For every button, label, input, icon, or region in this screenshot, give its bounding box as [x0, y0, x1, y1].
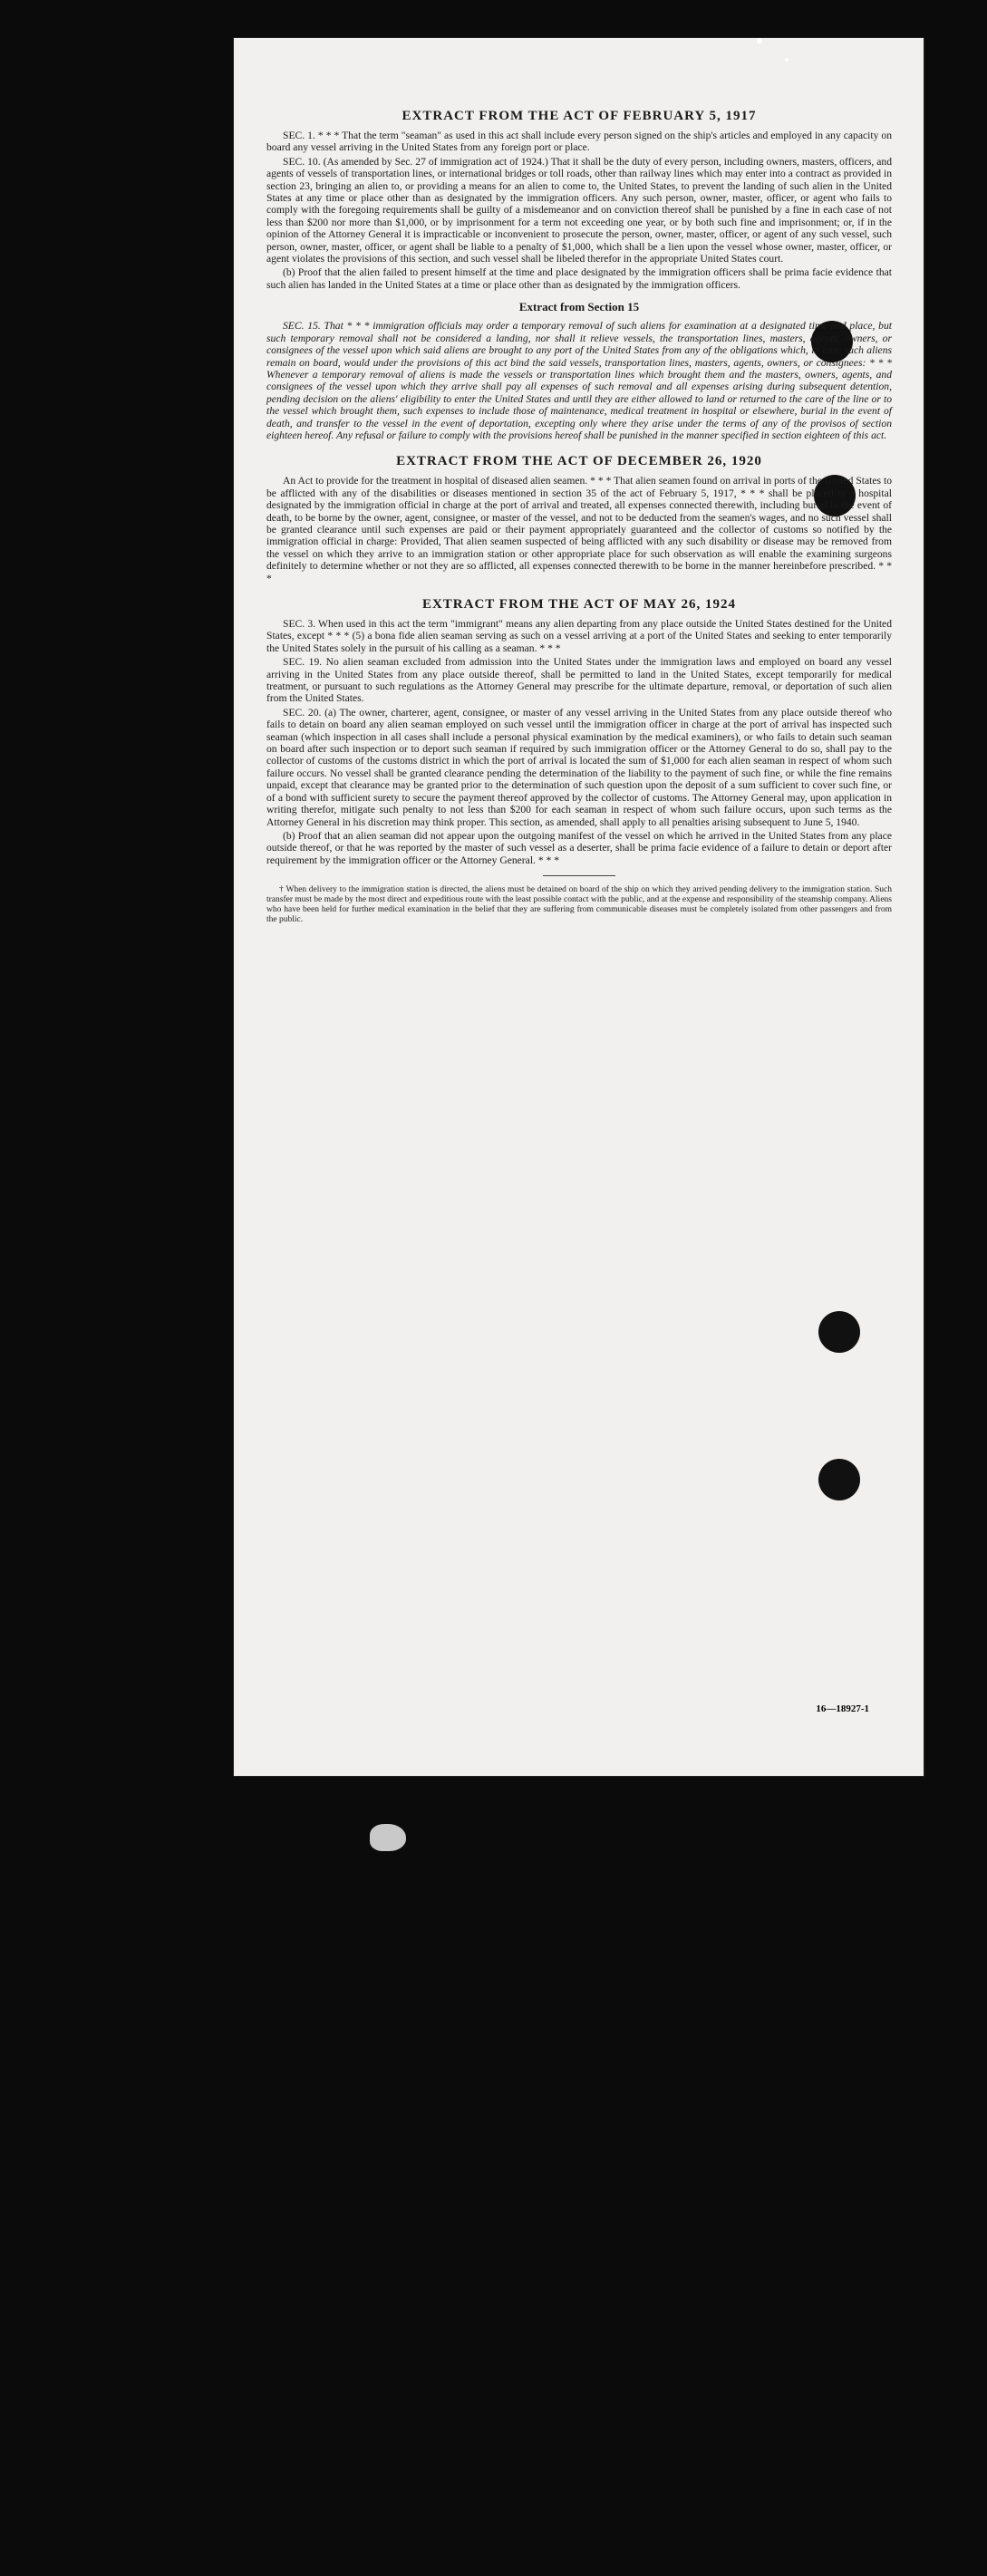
paragraph: SEC. 20. (a) The owner, charterer, agent, consignee, or master of any vessel arriving in the United States from any place outside thereof who fails to detain on board any alien seaman employed on such vessel until the immigration officer in charge at the port of arrival has inspected such seaman (which inspection in all cases shall include a personal physical examination by the medical examiners), or who fails to detain such seaman on board after such inspection or to deport such seaman if required by such immigration officer or the Attorney General to do so, shall pay to the collector of customs of the customs district in which the port of arrival is located the sum of $1,000 for each alien seaman in respect of whom such failure occurs. No vessel shall be granted clearance pending the determination of the liability to the payment of such fine, or while the fine remains unpaid, except that clearance may be granted prior to the determination of such question upon the deposit of a sum sufficient to cover such fine, or of a bond with sufficient surety to secure the payment thereof approved by the collector of customs. The Attorney General may, upon application in writing therefor, mitigate such penalty to not less than $200 for each seaman in respect of whom such failure occurs, upon such terms as the Attorney General in his discretion may think proper. This section, as amended, shall apply to all penalties arising subsequent to June 5, 1940. [266, 706, 892, 828]
stray-mark [370, 1824, 406, 1851]
paper-speck [757, 38, 762, 43]
footnote-rule [543, 875, 615, 876]
section-heading-1924: EXTRACT FROM THE ACT OF MAY 26, 1924 [421, 597, 737, 612]
subheading-section-15: Extract from Section 15 [518, 300, 640, 314]
paragraph: An Act to provide for the treatment in hospital of diseased alien seamen. * * * That alien seamen found on arrival in ports of the United States to be afflicted with any of the disabilities or diseases mentioned in section 35 of the act of February 5, 1917, * * * shall be placed in a hospital designated by the immigration official in charge at the port of arrival and treated, all expenses connected therewith, including burial in the event of death, to be borne by the owner, agent, consignee, or master of the vessel, and not to be deducted from the seamen's wages, and no such vessel shall be granted clearance until such expenses are paid or their payment appropriately guaranteed and the collector of customs so notified by the immigration official in charge: Provided, That alien seamen suspected of being afflicted with any such disability or disease may be removed from the vessel on which they arrive to an immigration station or other appropriate place for such observation as will enable the examining surgeons definitely to determine whether or not they are so afflicted, all expenses connected therewith to be borne in the manner hereinbefore prescribed. * * * [266, 475, 892, 584]
paragraph: (b) Proof that the alien failed to present himself at the time and place designated by the immigration officers shall be prima facie evidence that such alien has landed in the United States at a time or place other than as designated by the immigration officers. [266, 266, 892, 291]
punch-hole [818, 1459, 860, 1500]
paragraph: (b) Proof that an alien seaman did not appear upon the outgoing manifest of the vessel on which he arrived in the United States from any place outside thereof, or that he was reported by the master of such vessel as a deserter, shall be prima facie evidence of a failure to detain or deport after requirement by the immigration officer or the Attorney General. * * * [266, 829, 892, 866]
section-heading-1920: EXTRACT FROM THE ACT OF DECEMBER 26, 1920 [396, 454, 762, 469]
paragraph-section-15: SEC. 15. That * * * immigration officials may order a temporary removal of such aliens for examination at a designated time and place, but such temporary removal shall not be considered a landing, nor shall it relieve vessels, the transportation lines, masters, agents, owners, or consignees of the vessel upon which said aliens are brought to any port of the United States from any of the obligations which, in case such aliens remain on board, would under the provisions of this act bind the said vessels, transportation lines, masters, agents, owners, or consignees: * * * Whenever a temporary removal of aliens is made the vessels or transportation lines which brought them and the masters, owners, agents, and consignees of the vessel upon which they arrive shall pay all expenses of such removal and all expenses arising during subsequent detention, pending decision on the aliens' eligibility to enter the United States and until they are either allowed to land or returned to the care of the line or to the vessel which brought them, such expenses to include those of maintenance, medical treatment in hospital or elsewhere, burial in the event of death, and transfer to the vessel in the event of deportation, excepting only where they arise under the terms of any of the provisos of section eighteen hereof. Any refusal or failure to comply with the provisions hereof shall be punished in the manner specified in section eighteen of this act. [266, 320, 892, 441]
form-number: 16—18927-1 [816, 1703, 869, 1714]
punch-hole [818, 1311, 860, 1353]
footnote: † When delivery to the immigration station is directed, the aliens must be detained on board of the ship on which they arrived pending delivery to the immigration station. Such transfer must be made by the most direct and expeditious route with the least possible contact with the public, and at the expense and responsibility of the steamship company. Aliens who have been held for further medical examination in the belief that they are suffering from communicable diseases must be completely isolated from other passengers and from the public. [266, 885, 892, 925]
paragraph: SEC. 3. When used in this act the term "immigrant" means any alien departing from any place outside the United States destined for the United States, except * * * (5) a bona fide alien seaman serving as such on a vessel arriving at a port of the United States and seeking to enter temporarily the United States solely in the pursuit of his calling as a seaman. * * * [266, 618, 892, 654]
paragraph: SEC. 1. * * * That the term "seaman" as used in this act shall include every person signed on the ship's articles and employed in any capacity on board any vessel arriving in the United States from any foreign port or place. [266, 130, 892, 154]
document-body [266, 109, 892, 927]
section-heading-1917: EXTRACT FROM THE ACT OF FEBRUARY 5, 1917 [402, 109, 757, 123]
paragraph: SEC. 19. No alien seaman excluded from admission into the United States under the immigration laws and employed on board any vessel arriving in the United States from any place outside thereof, shall be permitted to land in the United States, except temporarily for medical treatment, or pursuant to such regulations as the Attorney General may prescribe for the ultimate departure, removal, or deportation of such alien from the United States. [266, 656, 892, 705]
paragraph: SEC. 10. (As amended by Sec. 27 of immigration act of 1924.) That it shall be the duty of every person, including owners, masters, officers, and agents of vessels of transportation lines, or international bridges or toll roads, other than railway lines which may enter into a contract as provided in section 23, bringing an alien to, or providing a means for an alien to come to, the United States, to prevent the landing of such alien in the United States at any time or place other than as designated by the immigration officers. Any such person, owner, master, officer, or agent who fails to comply with the foregoing requirements shall be guilty of a misdemeanor and on conviction thereof shall be punished by a fine in each case of not less than $200 nor more than $1,000, or by imprisonment for a term not exceeding one year, or by both such fine and imprisonment; or, if in the opinion of the Attorney General it is impracticable or inconvenient to prosecute the person, owner, master, officer, or agent of any such vessel, such person, owner, master, officer, or agent shall be liable to a penalty of $1,000, which shall be a lien upon the vessel whose owner, master, officer, or agent violates the provisions of this section, and such vessel shall be libeled therefor in the appropriate United States court. [266, 155, 892, 265]
document-page [234, 38, 924, 1776]
paper-speck [785, 58, 789, 62]
